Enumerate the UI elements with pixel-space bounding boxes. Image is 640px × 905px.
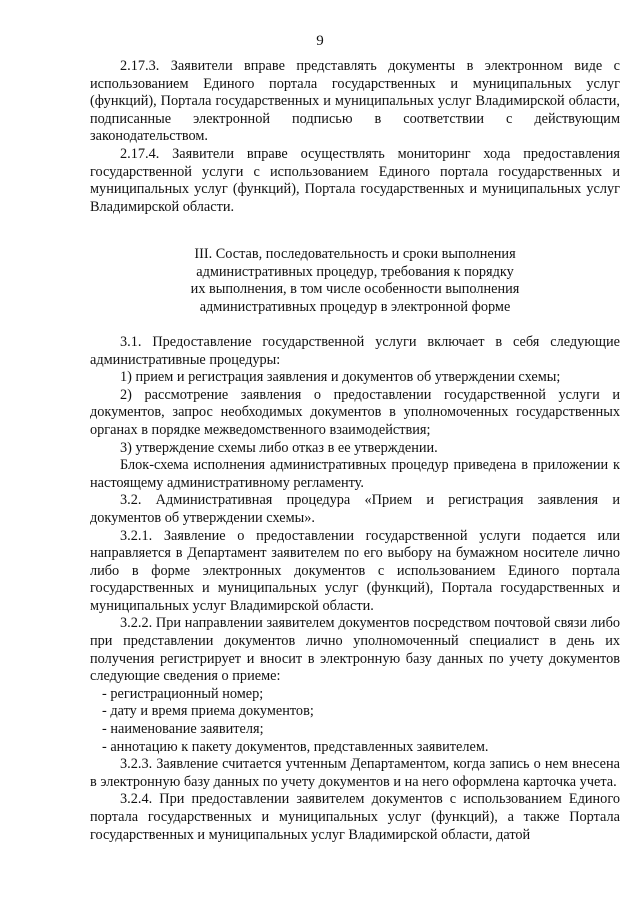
section-heading-line: III. Состав, последовательность и сроки выполнения: [194, 246, 516, 263]
section-heading-line: административных процедур в электронной форме: [199, 298, 511, 315]
procedure-item-1: 1) прием и регистрация заявления и документов об утверждении схемы;: [120, 369, 561, 386]
section-heading-line: их выполнения, в том числе особенности выполнения: [190, 281, 520, 298]
list-item: - наименование заявителя;: [102, 721, 264, 738]
list-item: - аннотацию к пакету документов, представленных заявителем.: [102, 738, 489, 755]
paragraph-3-2: 3.2. Административная процедура «Прием и регистрация заявления и документов об утверждении схемы».: [90, 492, 620, 526]
page-number: 9: [316, 33, 324, 49]
paragraph-3-2-3: 3.2.3. Заявление считается учтенным Департаментом, когда запись о нем внесена в электронную базу данных по учету документов и на него оформлена карточка учета.: [90, 756, 620, 790]
list-item: - дату и время приема документов;: [102, 703, 314, 720]
paragraph-3-2-2: 3.2.2. При направлении заявителем документов посредством почтовой связи либо при представлении документов лично уполномоченный специалист в день их получения регистрирует и вносит в электронную базу данных по учету документов следующие сведения о приеме:: [90, 615, 620, 685]
paragraph-2-17-3: 2.17.3. Заявители вправе представлять документы в электронном виде с использованием Единого портала государственных и муниципальных услуг (функций), Портала государственных и муниципальных услуг Владимирской области, подписанные электронной подписью в соответствии с действующим законодательством.: [90, 58, 620, 145]
paragraph-3-2-4: 3.2.4. При предоставлении заявителем документов с использованием Единого портала государственных и муниципальных услуг (функций), а также Портала государственных и муниципальных услуг Владимирской области, датой: [90, 791, 620, 843]
section-heading: [90, 246, 620, 316]
procedure-item-2: 2) рассмотрение заявления о предоставлении государственной услуги и документов, запрос необходимых документов в уполномоченных государственных органах в порядке межведомственного взаимодействия;: [90, 386, 620, 438]
section-heading-line: административных процедур, требования к порядку: [196, 263, 514, 280]
paragraph-block-scheme: Блок-схема исполнения административных процедур приведена в приложении к настоящему административному регламенту.: [90, 457, 620, 491]
paragraph-3-1: 3.1. Предоставление государственной услуги включает в себя следующие административные процедуры:: [90, 333, 620, 368]
paragraph-2-17-4: 2.17.4. Заявители вправе осуществлять мониторинг хода предоставления государственной услуги с использованием Единого портала государственных и муниципальных услуг (функций), Портала государственных и муниципальных услуг Владимирской области.: [90, 145, 620, 215]
list-item: - регистрационный номер;: [102, 685, 264, 702]
paragraph-3-2-1: 3.2.1. Заявление о предоставлении государственной услуги подается или направляется в Департамент заявителем по его выбору на бумажном носителе лично либо в форме электронных документов с использованием Единого портала государственных и муниципальных услуг (функций), Портала государственных и муниципальных услуг Владимирской области.: [90, 527, 620, 614]
procedure-item-3: 3) утверждение схемы либо отказ в ее утверждении.: [120, 439, 438, 456]
document-body: [90, 58, 620, 844]
